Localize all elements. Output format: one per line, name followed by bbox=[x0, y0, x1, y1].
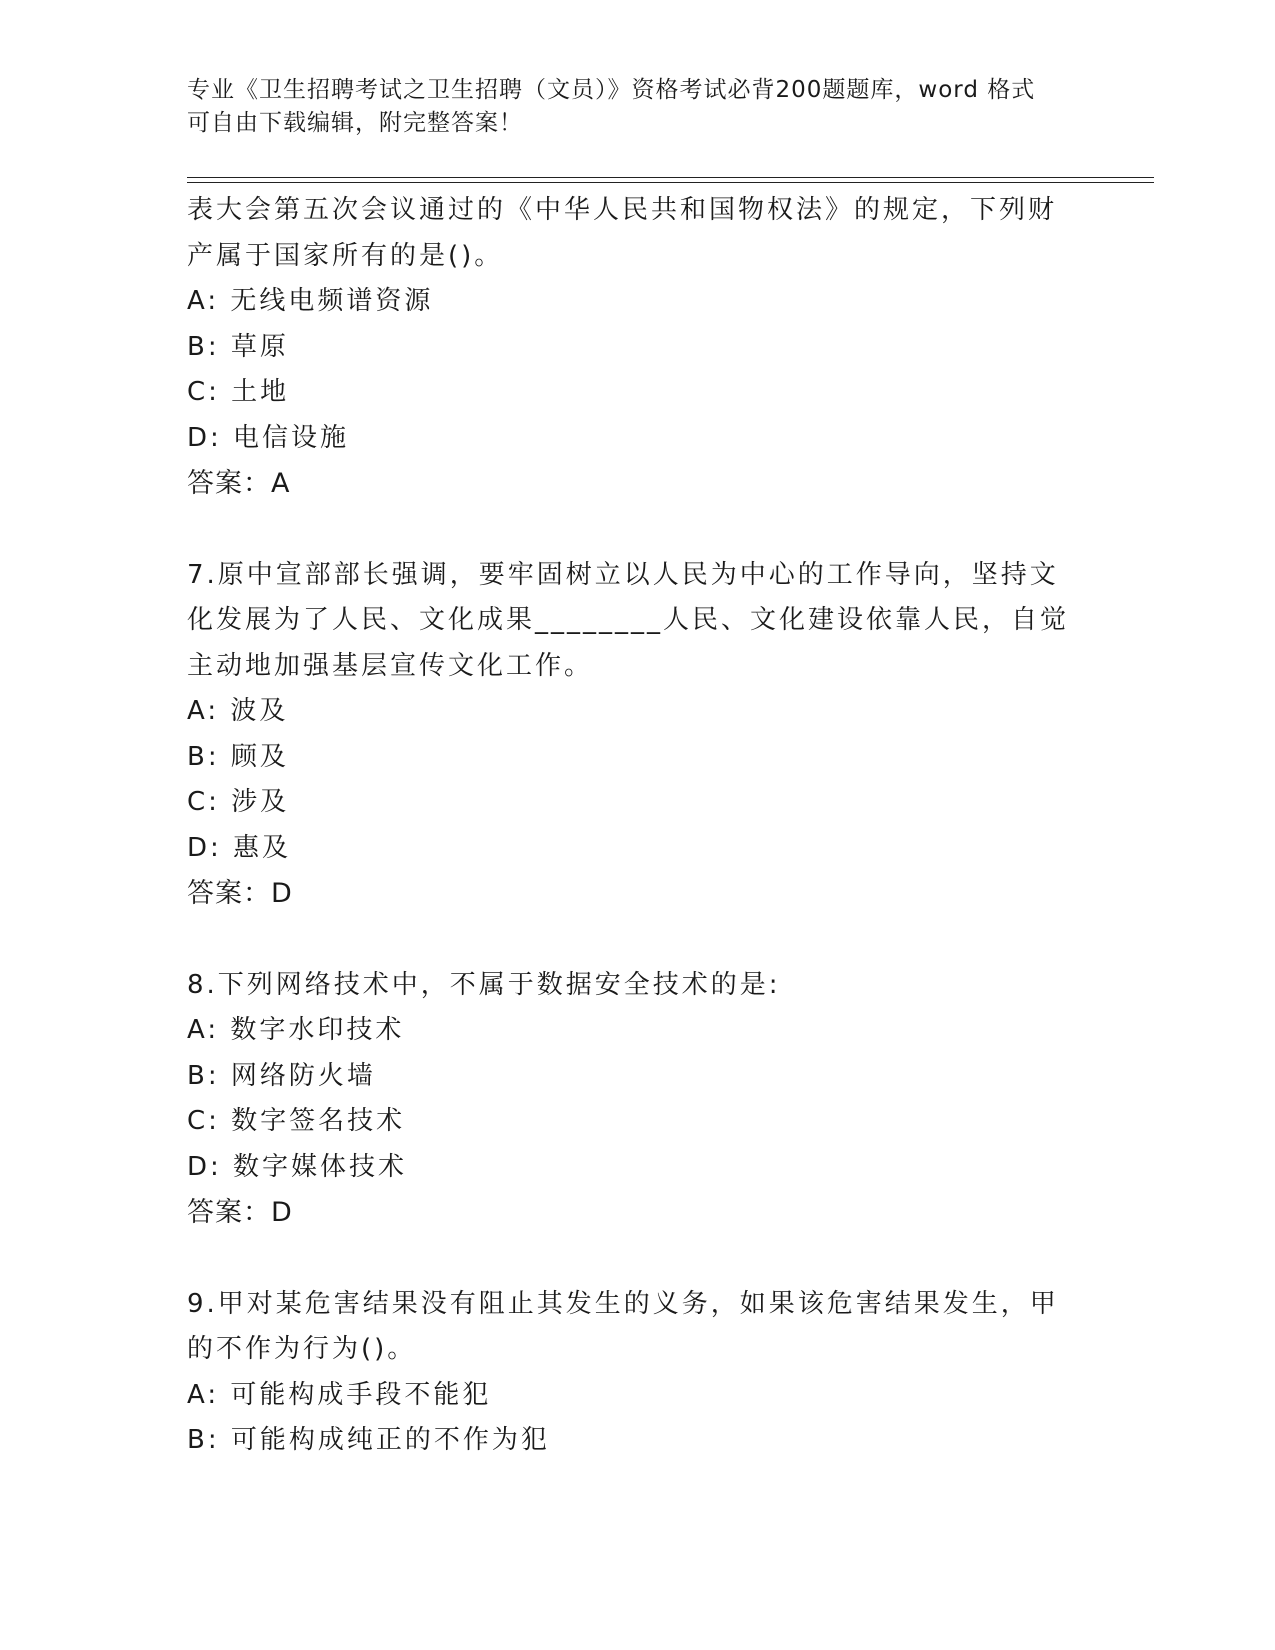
question-list bbox=[187, 188, 1087, 1464]
question-stem: 产属于国家所有的是()。 bbox=[187, 240, 504, 271]
question-stem: 的不作为行为()。 bbox=[187, 1334, 417, 1364]
option-a: A: 可能构成手段不能犯 bbox=[187, 1379, 492, 1410]
option-a: A: 无线电频谱资源 bbox=[187, 286, 434, 316]
spacer bbox=[187, 507, 1087, 553]
option-a: A: 数字水印技术 bbox=[187, 1015, 405, 1045]
header-title-line-2: 可自由下载编辑，附完整答案！ bbox=[187, 110, 523, 136]
question-stem: 8.下列网络技术中，不属于数据安全技术的是: bbox=[187, 969, 781, 1000]
question-item bbox=[187, 553, 1087, 917]
answer-text: 答案：A bbox=[187, 468, 291, 499]
question-stem: 化发展为了人民、文化成果________人民、文化建设依靠人民，自觉 bbox=[187, 605, 1070, 635]
answer-text: 答案：D bbox=[187, 1197, 293, 1228]
header-divider-bottom bbox=[187, 182, 1154, 183]
option-b: B: 顾及 bbox=[187, 741, 289, 772]
question-stem: 主动地加强基层宣传文化工作。 bbox=[187, 650, 594, 681]
spacer bbox=[187, 917, 1087, 963]
option-a: A: 波及 bbox=[187, 696, 289, 726]
document-header bbox=[187, 74, 1087, 140]
question-item bbox=[187, 188, 1087, 507]
option-b: B: 草原 bbox=[187, 331, 289, 362]
question-item bbox=[187, 1282, 1087, 1464]
question-stem: 9.甲对某危害结果没有阻止其发生的义务，如果该危害结果发生，甲 bbox=[187, 1288, 1059, 1319]
option-c: C: 土地 bbox=[187, 377, 290, 407]
header-divider-top bbox=[187, 177, 1154, 178]
option-b: B: 网络防火墙 bbox=[187, 1060, 376, 1091]
question-item bbox=[187, 963, 1087, 1236]
header-title-line-1: 专业《卫生招聘考试之卫生招聘（文员）》资格考试必背200题题库，word 格式 bbox=[187, 77, 1036, 103]
option-d: D: 电信设施 bbox=[187, 422, 350, 453]
question-stem: 表大会第五次会议通过的《中华人民共和国物权法》的规定，下列财 bbox=[187, 195, 1058, 225]
option-d: D: 惠及 bbox=[187, 832, 292, 863]
question-stem: 7.原中宣部部长强调，要牢固树立以人民为中心的工作导向，坚持文 bbox=[187, 559, 1059, 590]
spacer bbox=[187, 1236, 1087, 1282]
option-c: C: 数字签名技术 bbox=[187, 1106, 406, 1136]
option-c: C: 涉及 bbox=[187, 787, 290, 817]
option-b: B: 可能构成纯正的不作为犯 bbox=[187, 1425, 550, 1455]
answer-text: 答案：D bbox=[187, 878, 293, 909]
option-d: D: 数字媒体技术 bbox=[187, 1151, 408, 1182]
